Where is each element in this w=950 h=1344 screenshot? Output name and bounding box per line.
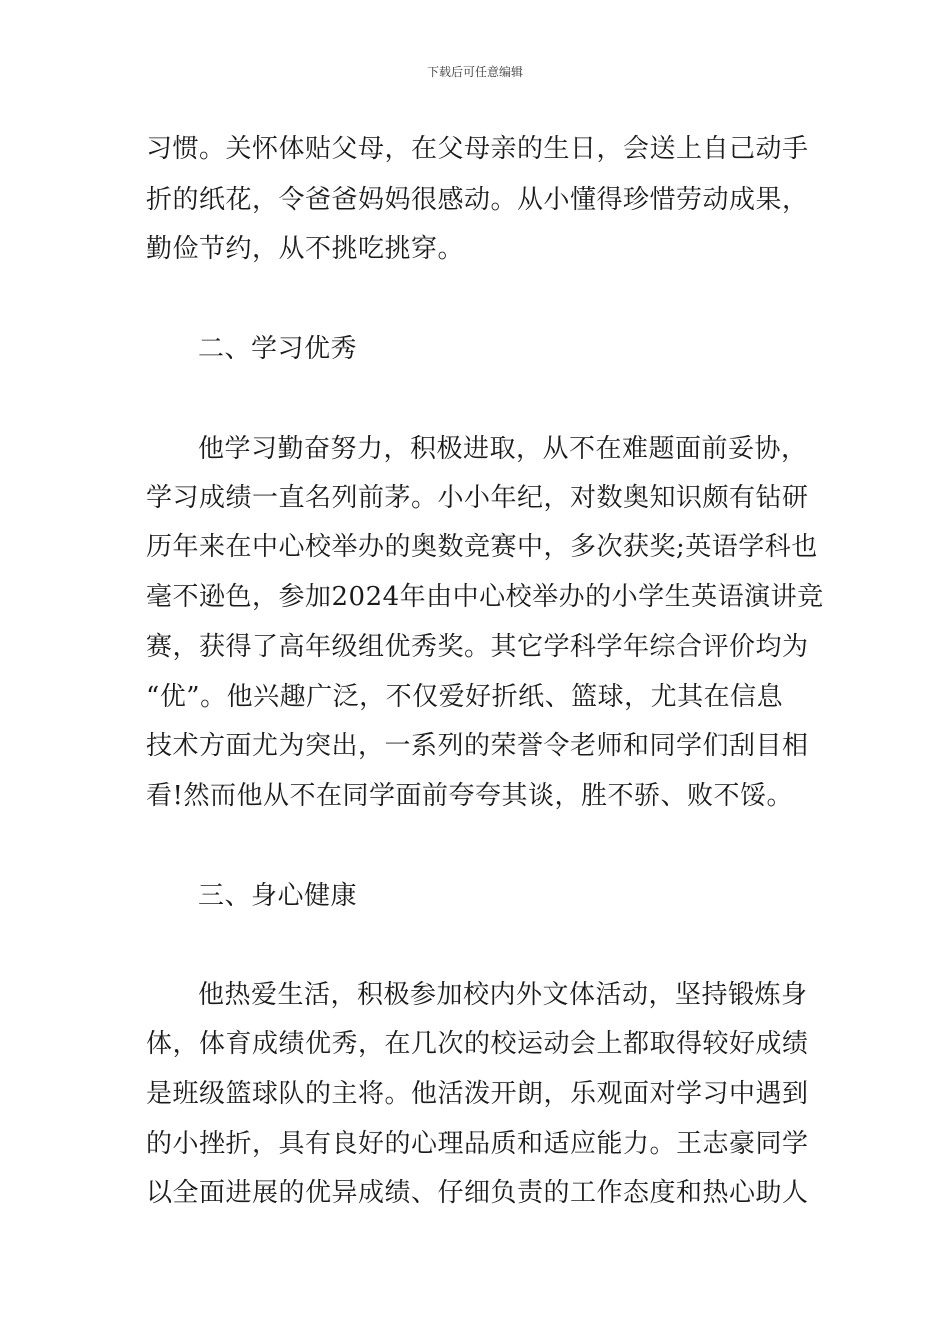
page-header: 下载后可任意编辑 <box>426 65 523 79</box>
section-heading: 三、身心健康 <box>198 881 358 911</box>
paragraph-line: 习惯。关怀体贴父母，在父母亲的生日，会送上自己动手 <box>146 134 809 164</box>
paragraph-line: 他学习勤奋努力，积极进取，从不在难题面前妥协， <box>198 434 808 464</box>
paragraph-line: 毫不逊色，参加2024年由中心校举办的小学生英语演讲竞 <box>146 582 824 612</box>
paragraph-line: 体，体育成绩优秀，在几次的校运动会上都取得较好成绩 <box>146 1029 809 1059</box>
section-heading: 二、学习优秀 <box>198 334 358 364</box>
paragraph-line: 折的纸花，令爸爸妈妈很感动。从小懂得珍惜劳动成果， <box>146 185 809 215</box>
paragraph-line: “优”。他兴趣广泛，不仅爱好折纸、篮球，尤其在信息 <box>146 682 784 712</box>
paragraph-line: 技术方面尤为突出，一系列的荣誉令老师和同学们刮目相 <box>146 731 809 761</box>
paragraph-line: 历年来在中心校举办的奥数竞赛中，多次获奖;英语学科也 <box>146 532 818 562</box>
paragraph-line: 的小挫折，具有良好的心理品质和适应能力。王志豪同学 <box>146 1129 809 1159</box>
paragraph-line: 以全面进展的优异成绩、仔细负责的工作态度和热心助人 <box>146 1178 809 1208</box>
paragraph-line: 是班级篮球队的主将。他活泼开朗，乐观面对学习中遇到 <box>146 1079 809 1109</box>
paragraph-line: 赛，获得了高年级组优秀奖。其它学科学年综合评价均为 <box>146 632 809 662</box>
paragraph-line: 看!然而他从不在同学面前夸夸其谈，胜不骄、败不馁。 <box>146 781 793 811</box>
paragraph-line: 他热爱生活，积极参加校内外文体活动，坚持锻炼身 <box>198 980 808 1010</box>
paragraph-line: 勤俭节约，从不挑吃挑穿。 <box>146 234 465 264</box>
paragraph-line: 学习成绩一直名列前茅。小小年纪，对数奥知识颇有钻研 <box>146 483 809 513</box>
